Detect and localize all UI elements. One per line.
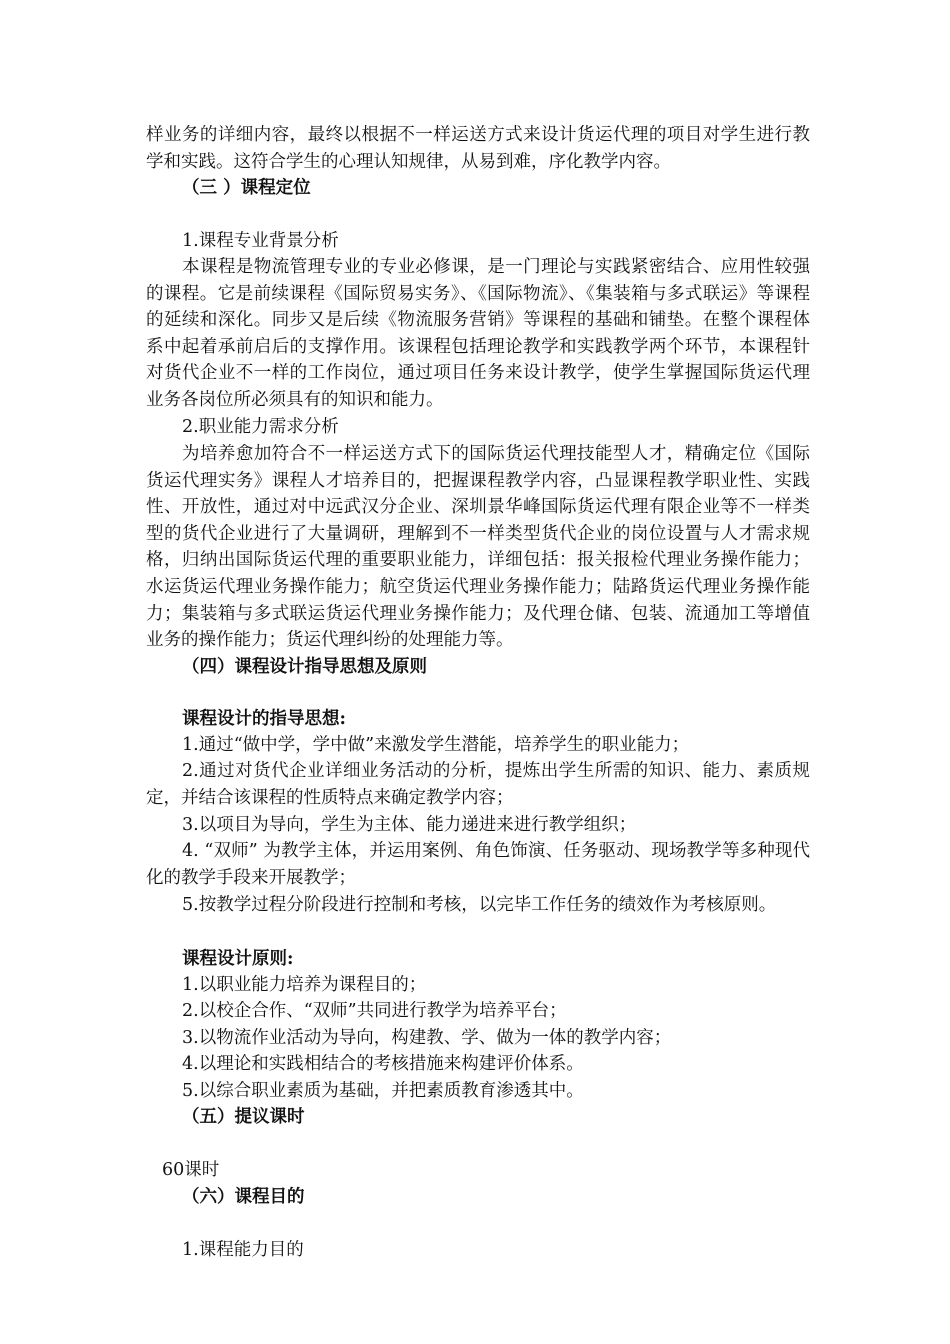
principle-title: 课程设计原则: bbox=[182, 949, 294, 969]
section-3-paragraph-2: 为培养愈加符合不一样运送方式下的国际货运代理技能型人才，精确定位《国际货运代理实务》课程人才培养目的，把握课程教学内容，凸显课程教学职业性、实践性、开放性，通过对中远武汉分企业、深圳景华峰国际货运代理有限企业等不一样类型的货代企业进行了大量调研，理解到不一样类型货代企业的岗位设置与人才需求规格，归纳出国际货运代理的重要职业能力，详细包括：报关报检代理业务操作能力；水运货运代理业务操作能力；航空货运代理业务操作能力；陆路货运代理业务操作能力；集装箱与多式联运货运代理业务操作能力；及代理仓储、包装、流通加工等增值业务的操作能力；货运代理纠纷的处理能力等。 bbox=[146, 444, 810, 651]
guide-title: 课程设计的指导思想: bbox=[182, 709, 346, 729]
section-3-sub-1: 1.课程专业背景分析 bbox=[182, 231, 339, 251]
section-6-heading: （六）课程目的 bbox=[182, 1187, 305, 1207]
guide-item-5: 5.按教学过程分阶段进行控制和考核，以完毕工作任务的绩效作为考核原则。 bbox=[182, 895, 777, 915]
principle-item-5: 5.以综合职业素质为基础，并把素质教育渗透其中。 bbox=[182, 1081, 584, 1101]
guide-item-2: 2.通过对货代企业详细业务活动的分析，提炼出学生所需的知识、能力、素质规定，并结合该课程的性质特点来确定教学内容； bbox=[146, 761, 810, 808]
principle-item-1: 1.以职业能力培养为课程目的； bbox=[182, 975, 427, 995]
principle-item-4: 4.以理论和实践相结合的考核措施来构建评价体系。 bbox=[182, 1054, 584, 1074]
section-3-paragraph-1: 本课程是物流管理专业的专业必修课，是一门理论与实践紧密结合、应用性较强的课程。它是前续课程《国际贸易实务》、《国际物流》、《集装箱与多式联运》等课程的延续和深化。同步又是后续《物流服务营销》等课程的基础和铺垫。在整个课程体系中起着承前启后的支撑作用。该课程包括理论教学和实践教学两个环节，本课程针对货代企业不一样的工作岗位，通过项目任务来设计教学，使学生掌握国际货运代理业务各岗位所必须具有的知识和能力。 bbox=[146, 257, 810, 410]
guide-item-4: 4. “双师” 为教学主体，并运用案例、角色饰演、任务驱动、现场教学等多种现代化的教学手段来开展教学； bbox=[146, 841, 810, 888]
course-hours: 60课时 bbox=[162, 1160, 220, 1180]
principle-item-2: 2.以校企合作、“双师”共同进行教学为培养平台； bbox=[182, 1001, 567, 1021]
section-6-sub-1: 1.课程能力目的 bbox=[182, 1240, 304, 1260]
guide-item-3: 3.以项目为导向，学生为主体、能力递进来进行教学组织； bbox=[182, 815, 637, 835]
section-4-heading: （四）课程设计指导思想及原则 bbox=[182, 657, 427, 677]
section-3-sub-2: 2.职业能力需求分析 bbox=[182, 417, 339, 437]
principle-item-3: 3.以物流作业活动为导向，构建教、学、做为一体的教学内容； bbox=[182, 1028, 672, 1048]
section-3-heading: （三 ）课程定位 bbox=[182, 178, 311, 198]
intro-paragraph: 样业务的详细内容，最终以根据不一样运送方式来设计货运代理的项目对学生进行教学和实践。这符合学生的心理认知规律，从易到难，序化教学内容。 bbox=[146, 125, 810, 172]
guide-item-1: 1.通过“做中学，学中做”来激发学生潜能，培养学生的职业能力； bbox=[182, 735, 690, 755]
section-5-heading: （五）提议课时 bbox=[182, 1107, 305, 1127]
